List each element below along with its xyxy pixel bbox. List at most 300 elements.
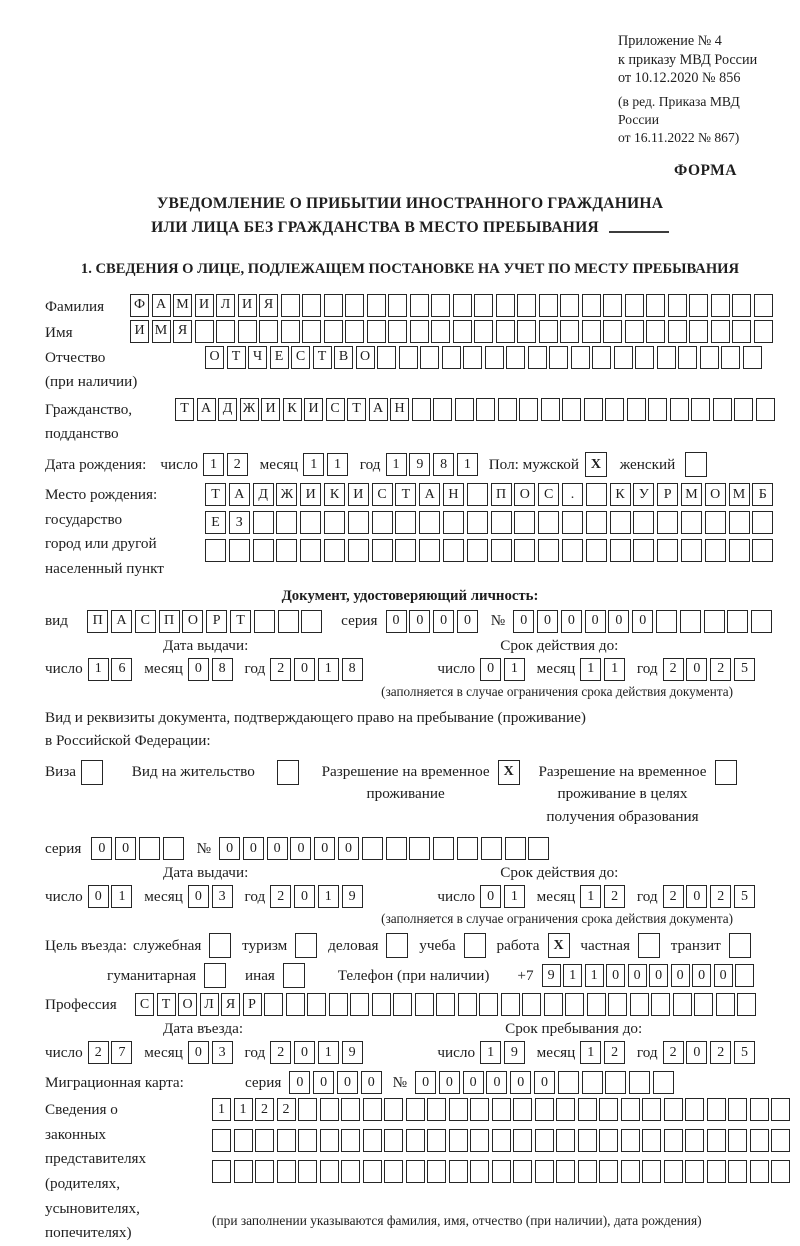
form-cell[interactable] (419, 539, 440, 562)
form-cell[interactable] (625, 294, 644, 317)
form-cell[interactable] (415, 993, 434, 1016)
form-cell[interactable] (653, 1071, 674, 1094)
form-cell[interactable]: 9 (409, 453, 430, 476)
form-cell[interactable]: 0 (585, 610, 606, 633)
form-cell[interactable]: 0 (188, 658, 209, 681)
form-cell[interactable] (412, 398, 431, 421)
form-cell[interactable] (506, 346, 525, 369)
form-cell[interactable]: 0 (628, 964, 647, 987)
form-cell[interactable] (345, 294, 364, 317)
form-cell[interactable]: Т (227, 346, 246, 369)
form-cell[interactable]: 0 (294, 885, 315, 908)
form-cell[interactable]: Р (657, 483, 678, 506)
form-cell[interactable] (535, 1160, 554, 1183)
form-cell[interactable] (721, 346, 740, 369)
form-cell[interactable] (427, 1129, 446, 1152)
form-cell[interactable]: 0 (463, 1071, 484, 1094)
form-cell[interactable] (276, 511, 297, 534)
form-cell[interactable]: 0 (294, 1041, 315, 1064)
form-cell[interactable] (592, 346, 611, 369)
form-cell[interactable] (302, 320, 321, 343)
form-cell[interactable] (467, 511, 488, 534)
form-cell[interactable] (492, 1098, 511, 1121)
form-cell[interactable] (464, 933, 486, 958)
form-cell[interactable] (621, 1098, 640, 1121)
form-cell[interactable] (680, 610, 701, 633)
form-cell[interactable]: 9 (342, 1041, 363, 1064)
form-cell[interactable]: Е (205, 511, 226, 534)
form-cell[interactable] (514, 539, 535, 562)
form-cell[interactable] (453, 320, 472, 343)
form-cell[interactable] (372, 993, 391, 1016)
form-cell[interactable] (388, 320, 407, 343)
form-cell[interactable] (681, 539, 702, 562)
form-cell[interactable] (298, 1129, 317, 1152)
form-cell[interactable] (463, 346, 482, 369)
form-cell[interactable]: Б (752, 483, 773, 506)
form-cell[interactable] (668, 320, 687, 343)
form-cell[interactable]: Л (200, 993, 219, 1016)
form-cell[interactable]: 2 (604, 1041, 625, 1064)
form-cell[interactable]: С (291, 346, 310, 369)
form-cell[interactable]: Т (395, 483, 416, 506)
form-cell[interactable] (732, 294, 751, 317)
form-cell[interactable] (455, 398, 474, 421)
form-cell[interactable] (586, 539, 607, 562)
form-cell[interactable] (605, 398, 624, 421)
form-cell[interactable] (694, 993, 713, 1016)
form-cell[interactable]: С (326, 398, 345, 421)
form-cell[interactable] (212, 1129, 231, 1152)
form-cell[interactable]: 1 (203, 453, 224, 476)
form-cell[interactable]: X (498, 760, 520, 785)
form-cell[interactable] (372, 511, 393, 534)
form-cell[interactable]: У (633, 483, 654, 506)
form-cell[interactable] (410, 294, 429, 317)
form-cell[interactable]: X (548, 933, 570, 958)
form-cell[interactable] (599, 1160, 618, 1183)
form-cell[interactable] (348, 539, 369, 562)
form-cell[interactable]: 0 (686, 658, 707, 681)
form-cell[interactable]: П (491, 483, 512, 506)
form-cell[interactable] (259, 320, 278, 343)
form-cell[interactable]: 0 (267, 837, 288, 860)
form-cell[interactable] (544, 993, 563, 1016)
form-cell[interactable]: 9 (542, 964, 561, 987)
form-cell[interactable] (707, 1129, 726, 1152)
form-cell[interactable]: А (111, 610, 132, 633)
form-cell[interactable]: 1 (303, 453, 324, 476)
form-cell[interactable] (538, 539, 559, 562)
form-cell[interactable] (754, 320, 773, 343)
form-cell[interactable] (363, 1129, 382, 1152)
form-cell[interactable]: М (681, 483, 702, 506)
form-cell[interactable]: И (261, 398, 280, 421)
form-cell[interactable] (704, 610, 725, 633)
form-cell[interactable] (501, 993, 520, 1016)
form-cell[interactable] (771, 1160, 790, 1183)
form-cell[interactable] (716, 993, 735, 1016)
form-cell[interactable]: 2 (710, 658, 731, 681)
form-cell[interactable] (750, 1129, 769, 1152)
form-cell[interactable] (578, 1098, 597, 1121)
form-cell[interactable] (664, 1160, 683, 1183)
form-cell[interactable]: 8 (342, 658, 363, 681)
form-cell[interactable]: 0 (88, 885, 109, 908)
form-cell[interactable] (582, 294, 601, 317)
form-cell[interactable] (657, 511, 678, 534)
form-cell[interactable]: И (300, 483, 321, 506)
form-cell[interactable] (324, 511, 345, 534)
form-cell[interactable]: Л (216, 294, 235, 317)
form-cell[interactable]: О (182, 610, 203, 633)
form-cell[interactable] (633, 511, 654, 534)
form-cell[interactable] (734, 398, 753, 421)
form-cell[interactable]: Т (230, 610, 251, 633)
form-cell[interactable] (345, 320, 364, 343)
form-cell[interactable] (362, 837, 383, 860)
form-cell[interactable]: X (585, 452, 607, 477)
form-cell[interactable] (442, 346, 461, 369)
form-cell[interactable]: 1 (504, 658, 525, 681)
form-cell[interactable] (234, 1129, 253, 1152)
form-cell[interactable] (642, 1098, 661, 1121)
form-cell[interactable]: 5 (734, 658, 755, 681)
form-cell[interactable] (234, 1160, 253, 1183)
form-cell[interactable] (276, 539, 297, 562)
form-cell[interactable] (298, 1098, 317, 1121)
form-cell[interactable]: 1 (234, 1098, 253, 1121)
form-cell[interactable] (363, 1160, 382, 1183)
form-cell[interactable] (514, 511, 535, 534)
form-cell[interactable] (470, 1129, 489, 1152)
form-cell[interactable] (689, 320, 708, 343)
form-cell[interactable] (635, 346, 654, 369)
form-cell[interactable] (205, 539, 226, 562)
form-cell[interactable] (277, 1129, 296, 1152)
form-cell[interactable]: Р (206, 610, 227, 633)
form-cell[interactable]: Т (175, 398, 194, 421)
form-cell[interactable] (427, 1160, 446, 1183)
form-cell[interactable] (754, 294, 773, 317)
form-cell[interactable]: Н (443, 483, 464, 506)
form-cell[interactable] (406, 1129, 425, 1152)
form-cell[interactable]: 0 (409, 610, 430, 633)
form-cell[interactable]: 2 (710, 1041, 731, 1064)
form-cell[interactable] (324, 539, 345, 562)
form-cell[interactable]: 1 (318, 1041, 339, 1064)
form-cell[interactable]: 0 (671, 964, 690, 987)
form-cell[interactable]: 0 (314, 837, 335, 860)
form-cell[interactable] (384, 1160, 403, 1183)
form-cell[interactable]: 0 (457, 610, 478, 633)
form-cell[interactable]: 2 (663, 885, 684, 908)
form-cell[interactable]: К (610, 483, 631, 506)
form-cell[interactable] (610, 539, 631, 562)
form-cell[interactable]: Я (173, 320, 192, 343)
form-cell[interactable]: 5 (734, 885, 755, 908)
form-cell[interactable] (700, 346, 719, 369)
form-cell[interactable] (707, 1098, 726, 1121)
form-cell[interactable] (705, 511, 726, 534)
form-cell[interactable] (752, 511, 773, 534)
form-cell[interactable]: 8 (433, 453, 454, 476)
form-cell[interactable] (433, 837, 454, 860)
form-cell[interactable] (492, 1129, 511, 1152)
form-cell[interactable]: 0 (686, 885, 707, 908)
form-cell[interactable]: С (135, 993, 154, 1016)
form-cell[interactable] (195, 320, 214, 343)
form-cell[interactable]: А (229, 483, 250, 506)
form-cell[interactable] (656, 610, 677, 633)
form-cell[interactable] (81, 760, 103, 785)
form-cell[interactable] (560, 294, 579, 317)
form-cell[interactable]: 0 (510, 1071, 531, 1094)
form-cell[interactable] (255, 1129, 274, 1152)
form-cell[interactable] (633, 539, 654, 562)
form-cell[interactable] (729, 933, 751, 958)
form-cell[interactable]: 0 (313, 1071, 334, 1094)
form-cell[interactable] (648, 398, 667, 421)
form-cell[interactable]: 0 (433, 610, 454, 633)
form-cell[interactable] (522, 993, 541, 1016)
form-cell[interactable] (395, 511, 416, 534)
form-cell[interactable]: 0 (294, 658, 315, 681)
form-cell[interactable]: 0 (91, 837, 112, 860)
form-cell[interactable]: Ч (248, 346, 267, 369)
form-cell[interactable]: 0 (115, 837, 136, 860)
form-cell[interactable] (277, 760, 299, 785)
form-cell[interactable] (642, 1160, 661, 1183)
form-cell[interactable] (750, 1098, 769, 1121)
form-cell[interactable] (614, 346, 633, 369)
form-cell[interactable]: Я (221, 993, 240, 1016)
form-cell[interactable]: Т (313, 346, 332, 369)
form-cell[interactable]: М (152, 320, 171, 343)
form-cell[interactable] (627, 398, 646, 421)
form-cell[interactable] (582, 320, 601, 343)
form-cell[interactable] (393, 993, 412, 1016)
form-cell[interactable]: 5 (734, 1041, 755, 1064)
form-cell[interactable] (562, 398, 581, 421)
form-cell[interactable] (253, 511, 274, 534)
form-cell[interactable] (603, 294, 622, 317)
form-cell[interactable]: К (324, 483, 345, 506)
form-cell[interactable]: 3 (212, 885, 233, 908)
form-cell[interactable]: 2 (663, 1041, 684, 1064)
form-cell[interactable] (664, 1098, 683, 1121)
form-cell[interactable] (367, 320, 386, 343)
form-cell[interactable]: К (283, 398, 302, 421)
form-cell[interactable] (771, 1098, 790, 1121)
form-cell[interactable] (678, 346, 697, 369)
form-cell[interactable] (578, 1129, 597, 1152)
form-cell[interactable] (406, 1098, 425, 1121)
form-cell[interactable] (571, 346, 590, 369)
form-cell[interactable]: 2 (270, 885, 291, 908)
form-cell[interactable] (264, 993, 283, 1016)
form-cell[interactable]: 8 (212, 658, 233, 681)
form-cell[interactable]: О (514, 483, 535, 506)
form-cell[interactable] (562, 511, 583, 534)
form-cell[interactable]: 2 (663, 658, 684, 681)
form-cell[interactable]: 0 (686, 1041, 707, 1064)
form-cell[interactable] (436, 993, 455, 1016)
form-cell[interactable] (449, 1098, 468, 1121)
form-cell[interactable] (728, 1098, 747, 1121)
form-cell[interactable] (420, 346, 439, 369)
form-cell[interactable] (582, 1071, 603, 1094)
form-cell[interactable]: М (173, 294, 192, 317)
form-cell[interactable] (519, 398, 538, 421)
form-cell[interactable] (729, 511, 750, 534)
form-cell[interactable] (253, 539, 274, 562)
form-cell[interactable]: Т (157, 993, 176, 1016)
form-cell[interactable] (350, 993, 369, 1016)
form-cell[interactable]: И (348, 483, 369, 506)
form-cell[interactable]: 2 (270, 1041, 291, 1064)
form-cell[interactable] (657, 346, 676, 369)
form-cell[interactable]: 9 (504, 1041, 525, 1064)
form-cell[interactable] (713, 398, 732, 421)
form-cell[interactable]: 2 (710, 885, 731, 908)
form-cell[interactable] (558, 1071, 579, 1094)
form-cell[interactable] (638, 933, 660, 958)
form-cell[interactable] (727, 610, 748, 633)
form-cell[interactable]: 7 (111, 1041, 132, 1064)
form-cell[interactable] (705, 539, 726, 562)
form-cell[interactable]: 1 (318, 658, 339, 681)
form-cell[interactable] (685, 452, 707, 477)
form-cell[interactable] (737, 993, 756, 1016)
form-cell[interactable] (711, 320, 730, 343)
form-cell[interactable]: П (87, 610, 108, 633)
form-cell[interactable] (517, 294, 536, 317)
form-cell[interactable] (560, 320, 579, 343)
form-cell[interactable] (363, 1098, 382, 1121)
form-cell[interactable]: Т (347, 398, 366, 421)
form-cell[interactable]: Ф (130, 294, 149, 317)
form-cell[interactable] (474, 320, 493, 343)
form-cell[interactable] (281, 320, 300, 343)
form-cell[interactable] (496, 320, 515, 343)
form-cell[interactable] (691, 398, 710, 421)
form-cell[interactable] (685, 1160, 704, 1183)
form-cell[interactable]: 0 (361, 1071, 382, 1094)
form-cell[interactable] (324, 294, 343, 317)
form-cell[interactable] (528, 837, 549, 860)
form-cell[interactable]: 0 (289, 1071, 310, 1094)
form-cell[interactable] (664, 1129, 683, 1152)
form-cell[interactable]: П (159, 610, 180, 633)
form-cell[interactable] (212, 1160, 231, 1183)
form-cell[interactable]: В (334, 346, 353, 369)
form-cell[interactable]: И (304, 398, 323, 421)
form-cell[interactable] (341, 1098, 360, 1121)
form-cell[interactable]: 1 (580, 658, 601, 681)
form-cell[interactable] (479, 993, 498, 1016)
form-cell[interactable] (535, 1129, 554, 1152)
form-cell[interactable] (646, 320, 665, 343)
form-cell[interactable] (657, 539, 678, 562)
form-cell[interactable] (621, 1160, 640, 1183)
form-cell[interactable]: З (229, 511, 250, 534)
form-cell[interactable]: А (419, 483, 440, 506)
form-cell[interactable]: Д (253, 483, 274, 506)
form-cell[interactable] (668, 294, 687, 317)
form-cell[interactable] (372, 539, 393, 562)
form-cell[interactable] (457, 837, 478, 860)
form-cell[interactable]: 2 (604, 885, 625, 908)
form-cell[interactable] (599, 1129, 618, 1152)
form-cell[interactable] (670, 398, 689, 421)
form-cell[interactable] (395, 539, 416, 562)
form-cell[interactable]: 1 (457, 453, 478, 476)
form-cell[interactable] (715, 760, 737, 785)
form-cell[interactable] (467, 539, 488, 562)
form-cell[interactable] (539, 320, 558, 343)
form-cell[interactable] (513, 1160, 532, 1183)
form-cell[interactable] (433, 398, 452, 421)
form-cell[interactable]: Е (270, 346, 289, 369)
form-cell[interactable] (386, 933, 408, 958)
form-cell[interactable] (163, 837, 184, 860)
form-cell[interactable]: 1 (327, 453, 348, 476)
form-cell[interactable] (556, 1160, 575, 1183)
form-cell[interactable] (587, 993, 606, 1016)
form-cell[interactable]: 0 (219, 837, 240, 860)
form-cell[interactable]: С (135, 610, 156, 633)
form-cell[interactable] (474, 294, 493, 317)
form-cell[interactable]: 0 (606, 964, 625, 987)
form-cell[interactable] (513, 1098, 532, 1121)
form-cell[interactable] (599, 1098, 618, 1121)
form-cell[interactable] (399, 346, 418, 369)
form-cell[interactable]: 9 (342, 885, 363, 908)
form-cell[interactable] (300, 539, 321, 562)
form-cell[interactable] (578, 1160, 597, 1183)
form-cell[interactable] (443, 539, 464, 562)
form-cell[interactable] (427, 1098, 446, 1121)
form-cell[interactable] (491, 539, 512, 562)
form-cell[interactable] (728, 1129, 747, 1152)
form-cell[interactable]: 0 (188, 1041, 209, 1064)
form-cell[interactable] (209, 933, 231, 958)
form-cell[interactable] (283, 963, 305, 988)
form-cell[interactable]: 0 (338, 837, 359, 860)
form-cell[interactable] (470, 1098, 489, 1121)
form-cell[interactable]: 3 (212, 1041, 233, 1064)
form-cell[interactable]: Р (243, 993, 262, 1016)
form-cell[interactable]: 0 (537, 610, 558, 633)
form-cell[interactable] (651, 993, 670, 1016)
form-cell[interactable]: 0 (561, 610, 582, 633)
form-cell[interactable]: 0 (608, 610, 629, 633)
form-cell[interactable] (630, 993, 649, 1016)
form-cell[interactable] (735, 964, 754, 987)
form-cell[interactable] (278, 610, 299, 633)
form-cell[interactable]: 1 (480, 1041, 501, 1064)
form-cell[interactable] (320, 1098, 339, 1121)
form-cell[interactable] (254, 610, 275, 633)
form-cell[interactable] (367, 294, 386, 317)
form-cell[interactable] (476, 398, 495, 421)
form-cell[interactable]: 2 (277, 1098, 296, 1121)
form-cell[interactable] (732, 320, 751, 343)
form-cell[interactable] (685, 1098, 704, 1121)
form-cell[interactable] (341, 1129, 360, 1152)
form-cell[interactable]: 6 (111, 658, 132, 681)
